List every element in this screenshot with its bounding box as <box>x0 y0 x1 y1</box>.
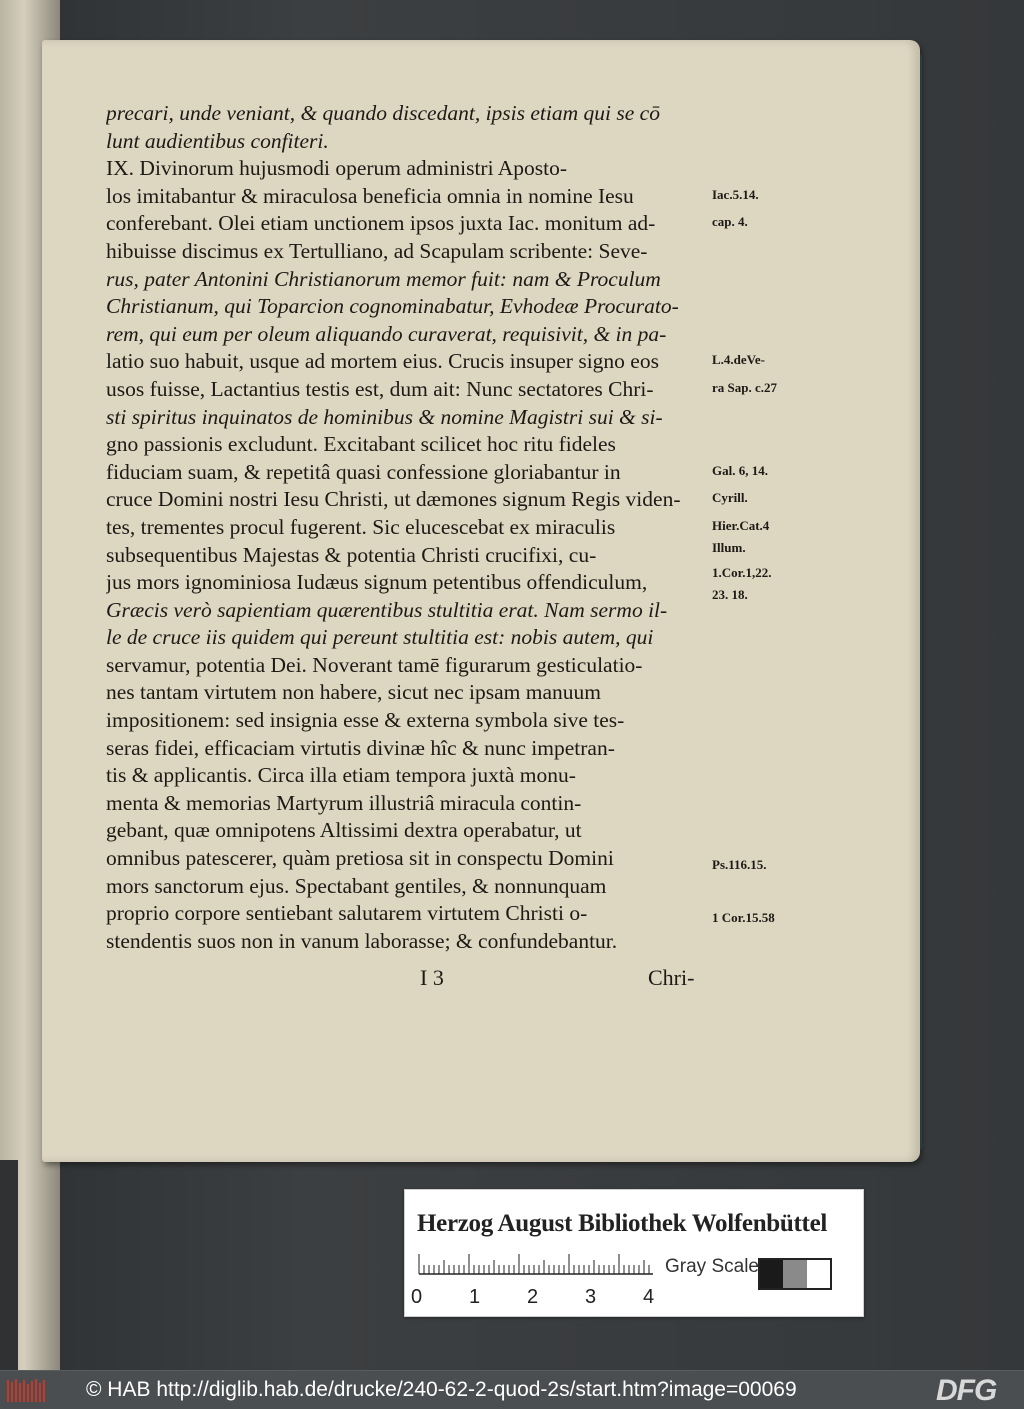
text-line: mors sanctorum ejus. Spectabant gentiles, & nonnunquam <box>106 873 607 898</box>
text-line: Christianum, qui Toparcion cognominabatur, Evhodeæ Procurato- <box>106 294 679 319</box>
margin-note: Ps.116.15. <box>712 857 767 873</box>
text-line: omnibus patescerer, quàm pretiosa sit in conspectu Domini <box>106 846 614 871</box>
text-line: sti spiritus inquinatos de hominibus & nomine Magistri sui & si- <box>106 404 663 429</box>
text-line: tes, trementes procul fugerent. Sic elucescebat ex miraculis <box>106 514 616 539</box>
margin-note: L.4.deVe- <box>712 352 765 368</box>
text-line: jus mors ignominiosa Iudæus signum petentibus offendiculum, <box>106 570 648 595</box>
text-line: latio suo habuit, usque ad mortem eius. Crucis insuper signo eos <box>106 349 659 374</box>
gray-scale-swatches <box>758 1258 832 1290</box>
ruler-digit: 0 <box>411 1286 423 1308</box>
gray-swatch <box>760 1260 783 1288</box>
text-line: menta & memorias Martyrum illustriâ miracula contin- <box>106 790 582 815</box>
margin-note: cap. 4. <box>712 214 748 230</box>
text-line: gebant, quæ omnipotens Altissimi dextra operabatur, ut <box>106 818 582 843</box>
text-line: IX. Divinorum hujusmodi operum administri Aposto- <box>106 156 568 181</box>
margin-note: Hier.Cat.4 <box>712 518 770 533</box>
facing-page-shadow <box>0 1160 18 1370</box>
library-name: Herzog August Bibliothek Wolfenbüttel <box>417 1210 828 1237</box>
ruler-scale <box>417 1252 657 1276</box>
gray-scale-label: Gray Scale <box>665 1256 759 1277</box>
margin-note: 1 Cor.15.58 <box>712 909 775 925</box>
text-line: fiduciam suam, & repetitâ quasi confessione gloriabantur in <box>106 459 621 484</box>
footer-copyright-url[interactable]: © HAB http://diglib.hab.de/drucke/240-62-2-quod-2s/start.htm?image=00069 <box>86 1378 797 1401</box>
margin-note: 23. 18. <box>712 587 748 602</box>
margin-note: 1.Cor.1,22. <box>712 564 772 580</box>
text-line: los imitabantur & miraculosa beneficia omnia in nomine Iesu <box>106 183 634 208</box>
dfg-logo: DFG <box>936 1374 997 1407</box>
margin-note: Iac.5.14. <box>712 186 759 202</box>
ruler-digits <box>411 1286 661 1310</box>
catchword: Chri- <box>648 965 695 990</box>
hab-logo-icon <box>6 1378 48 1404</box>
text-line: servamur, potentia Dei. Noverant tamē figurarum gesticulatio- <box>106 652 643 677</box>
margin-note: Illum. <box>712 540 746 556</box>
ruler-digit: 3 <box>585 1286 597 1308</box>
text-line: Græcis verò sapientiam quærentibus stultitia erat. Nam sermo il- <box>106 597 668 622</box>
text-line: nes tantam virtutem non habere, sicut nec ipsam manuum <box>106 680 601 705</box>
text-line: subsequentibus Majestas & potentia Christi crucifixi, cu- <box>106 542 597 567</box>
text-line: rem, qui eum per oleum aliquando curaverat, requisivit, & in pa- <box>106 321 667 346</box>
margin-note: ra Sap. c.27 <box>712 380 777 395</box>
signature-mark: I 3 <box>420 965 444 990</box>
text-line: usos fuisse, Lactantius testis est, dum ait: Nunc sectatores Chri- <box>106 376 654 401</box>
gray-swatch <box>783 1260 806 1288</box>
text-line: cruce Domini nostri Iesu Christi, ut dæmones signum Regis viden- <box>106 487 681 512</box>
ruler-digit: 4 <box>643 1286 655 1308</box>
text-line: hibuisse discimus ex Tertulliano, ad Scapulam scribente: Seve- <box>106 238 648 263</box>
text-line: rus, pater Antonini Christianorum memor fuit: nam & Proculum <box>106 266 661 291</box>
footer-bar <box>0 1370 1024 1409</box>
text-line: seras fidei, efficaciam virtutis divinæ hîc & nunc impetran- <box>106 735 615 760</box>
text-line: stendentis suos non in vanum laborasse; & confundebantur. <box>106 928 618 953</box>
text-line: conferebant. Olei etiam unctionem ipsos juxta Iac. monitum ad- <box>106 211 656 236</box>
ruler-digit: 1 <box>469 1286 481 1308</box>
library-label <box>404 1189 864 1317</box>
text-line: le de cruce iis quidem qui pereunt stultitia est: nobis autem, qui <box>106 625 654 650</box>
text-line: gno passionis excludunt. Excitabant scilicet hoc ritu fideles <box>106 432 616 457</box>
text-line: lunt audientibus confiteri. <box>106 128 329 153</box>
ruler-digit: 2 <box>527 1286 539 1308</box>
text-line: proprio corpore sentiebant salutarem virtutem Christi o- <box>106 901 588 926</box>
page-body-text <box>106 100 714 955</box>
gray-swatch <box>807 1260 830 1288</box>
text-line: precari, unde veniant, & quando discedant, ipsis etiam qui se cō <box>106 101 660 125</box>
margin-note: Cyrill. <box>712 490 748 506</box>
text-line: tis & applicantis. Circa illa etiam tempora juxtà monu- <box>106 763 576 788</box>
margin-note: Gal. 6, 14. <box>712 462 768 478</box>
text-line: impositionem: sed insignia esse & externa symbola sive tes- <box>106 708 625 733</box>
